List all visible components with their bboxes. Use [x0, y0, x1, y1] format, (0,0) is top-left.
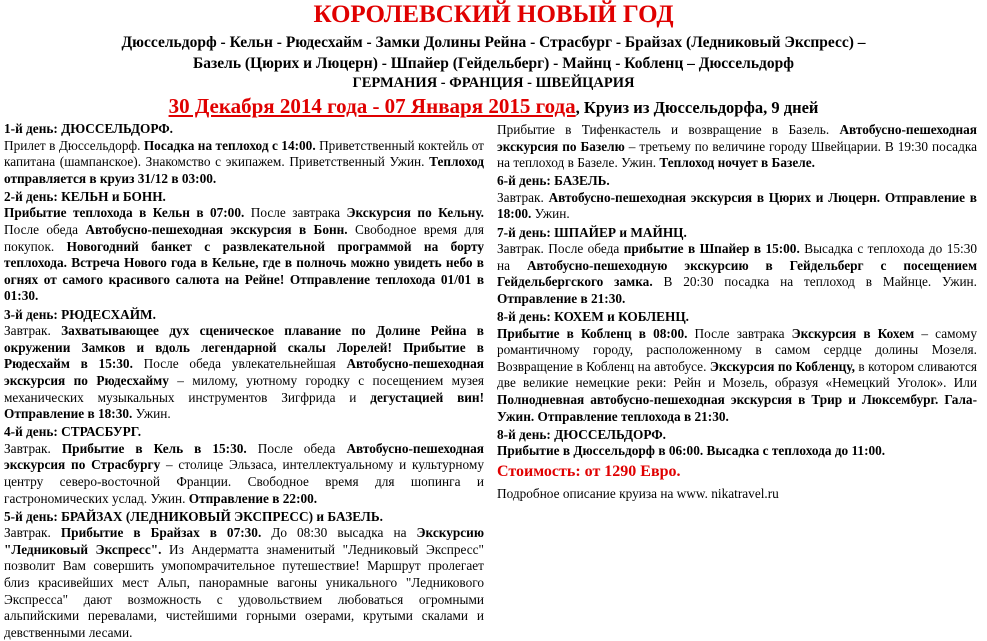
day-2 [4, 189, 484, 305]
price-label: Стоимость: от 1290 Евро. [497, 462, 681, 480]
day-text: Прибытие в Тифенкастель и возвращение в Базель. [497, 122, 840, 137]
route-description [0, 32, 987, 74]
day-text: Ужин. [132, 406, 171, 422]
day-1 [4, 121, 484, 187]
day-text: После завтрака [244, 205, 347, 221]
day-highlight: Теплоход отправляется в круиз 31/12 в 03:00. [4, 154, 484, 186]
day-highlight: Прибытие теплохода в Кельн в 07:00. [4, 205, 245, 221]
page-title: КОРОЛЕВСКИЙ НОВЫЙ ГОД [313, 1, 674, 28]
day-text: в котором сливаются две великие немецкие реки: Рейн и Мозель, образуя «Немецкий Уголок». Или [497, 358, 977, 391]
day-text: – самому романтичному городу, расположенному в самом сердце долины Мозеля. Возвращение в Кобленц на автобусе. [497, 325, 977, 374]
day-6 [497, 173, 977, 223]
itinerary-right-column [497, 122, 977, 503]
day-text: Завтрак. [4, 525, 61, 541]
day-5 [4, 509, 484, 641]
day-highlight: Теплоход ночует в Базеле. [659, 155, 815, 171]
day-text: Свободное время для покупок. [4, 222, 484, 254]
dates-row [0, 94, 987, 121]
day-text: До 08:30 высадка на [261, 525, 417, 541]
day-highlight: Прибытие в Брайзах в 07:30. [60, 525, 262, 541]
route-line-1: Дюссельдорф - Кельн - Рюдесхайм - Замки Долины Рейна - Страсбург - Брайзах (Ледниковый Экспресс) – [121, 34, 866, 51]
day-text: После завтрака [687, 325, 792, 341]
day-text: Завтрак. [497, 189, 549, 205]
day-text: После обеда увлекательнейшая [132, 356, 347, 372]
day-text: Ужин. [531, 206, 570, 222]
cruise-info: , Круиз из Дюссельдорфа, 9 дней [575, 98, 819, 117]
day-heading: 1-й день: ДЮССЕЛЬДОРФ. [4, 121, 174, 136]
day-text: – столице Эльзаса, интеллектуальному и культурному центру северо-восточной Франции. Свободное время для шопинга и гастрономических услад. Ужин. [4, 457, 484, 506]
day-heading: 4-й день: СТРАСБУРГ. [4, 424, 142, 440]
day-text: – третьему по величине городу Швейцарии. В 19:30 посадка на теплоход в Базеле. Ужин. [497, 138, 978, 171]
day-heading: 8-й день: ДЮССЕЛЬДОРФ. [497, 426, 667, 442]
day-highlight: Прибытие в Дюссельдорф в 06:00. Высадка с теплохода до 11:00. [497, 443, 886, 459]
day-heading: 7-й день: ШПАЙЕР и МАЙНЦ. [497, 224, 687, 240]
day-text: Завтрак. [4, 440, 62, 456]
day-text: Завтрак. После обеда [497, 241, 624, 257]
day-9 [497, 427, 977, 460]
day-heading: 8-й день: КОХЕМ и КОБЛЕНЦ. [497, 309, 689, 325]
day-7 [497, 225, 977, 308]
route-line-2: Базель (Цюрих и Люцерн) - Шпайер (Гейдельберг) - Майнц - Кобленц – Дюссельдорф [193, 55, 794, 72]
day-text: В 20:30 посадка на теплоход в Майнце. Ужин. [652, 274, 978, 290]
countries-line: ГЕРМАНИЯ - ФРАНЦИЯ - ШВЕЙЦАРИЯ [352, 75, 635, 91]
day-text: Высадка с теплохода до 15:30 на [497, 241, 978, 273]
day-highlight: Автобусно-пешеходная экскурсия по Рюдесхайму [4, 356, 484, 388]
day-highlight: Полнодневная автобусно-пешеходная экскурсия в Трир и Люксембург. Гала-Ужин. Отправление теплохода в 21:30. [497, 392, 977, 424]
day-highlight: Экскурсия по Кобленцу, [709, 358, 855, 374]
day-highlight: Экскурсия в Кохем [791, 325, 915, 341]
day-highlight: Захватывающее дух сценическое плавание по Долине Рейна в окружении Замков и вдоль легендарной скалы Лорелей! Прибытие в Рюдесхайм в 15:30. [4, 323, 484, 372]
day-text: Прилет в Дюссельдорф. [4, 137, 144, 153]
website-info: Подробное описание круиза на www. nikatravel.ru [497, 486, 779, 502]
day-text: Приветственный коктейль от капитана (шампанское). Знакомство с экипажем. Приветственный Ужин. [4, 137, 484, 170]
day-heading: 5-й день: БРАЙЗАХ (ЛЕДНИКОВЫЙ ЭКСПРЕСС) и БАЗЕЛЬ. [4, 508, 383, 524]
day-highlight: Посадка на теплоход с 14:00. [143, 137, 316, 153]
day-highlight: Экскурсия по Кельну. [346, 205, 484, 221]
itinerary-left-column [4, 121, 484, 641]
day-4 [4, 424, 484, 507]
cruise-dates: 30 Декабря 2014 года - 07 Января 2015 года [168, 94, 576, 118]
day-3 [4, 307, 484, 423]
day-heading: 6-й день: БАЗЕЛЬ. [497, 173, 610, 189]
day-highlight: Отправление в 22:00. [188, 490, 318, 506]
day-5-continued [497, 122, 977, 172]
day-highlight: Отправление в 21:30. [497, 290, 626, 306]
day-highlight: Автобусно-пешеходная экскурсия по Базелю [497, 122, 977, 154]
day-text: После обеда [4, 222, 86, 238]
day-highlight: прибытие в Шпайер в 15:00. [623, 241, 800, 257]
day-highlight: Автобусно-пешеходная экскурсия в Цюрих и Люцерн. Отправление в 18:00. [497, 189, 977, 222]
day-text: – милому, уютному городку с посещением музея механических музыкальных инструментов Зигфрида и [4, 372, 484, 405]
day-8 [497, 309, 977, 425]
day-text: После обеда [246, 440, 347, 456]
day-highlight: Прибытие в Кель в 15:30. [61, 440, 247, 456]
day-text: Завтрак. [4, 323, 62, 339]
day-highlight: Автобусно-пешеходную экскурсию в Гейдельберг с посещением Гейдельбергского замка. [497, 257, 977, 290]
day-highlight: дегустацией вин! Отправление в 18:30. [4, 389, 484, 422]
day-highlight: Новогодний банкет с развлекательной программой на борту теплохода. Встреча Нового года в Кельне, где в полночь можно увидеть небо в огнях от самого красивого салюта на Рейне! Отправление теплохода 01/01 в 01:30. [4, 238, 484, 304]
day-highlight: Прибытие в Кобленц в 08:00. [497, 325, 688, 341]
day-text: Из Андерматта знаменитый "Ледниковый Экспресс" позволит Вам совершить умопомрачительное путешествие! Маршрут пролегает близ красивейших мест Альп, панорамные вагоны уникального "Ледникового Экспресса" дают возможность с удовольствием любоваться огромными альпийскими перевалами, чистейшими горными озерами, крутыми скалами и девственными лесами. [4, 541, 484, 640]
day-heading: 2-й день: КЕЛЬН и БОНН. [4, 188, 166, 204]
day-heading: 3-й день: РЮДЕСХАЙМ. [4, 306, 156, 322]
day-highlight: Автобусно-пешеходная экскурсия по Страсбургу [4, 440, 484, 473]
day-highlight: Автобусно-пешеходная экскурсия в Бонн. [85, 222, 348, 238]
day-highlight: Экскурсию "Ледниковый Экспресс". [4, 525, 484, 557]
